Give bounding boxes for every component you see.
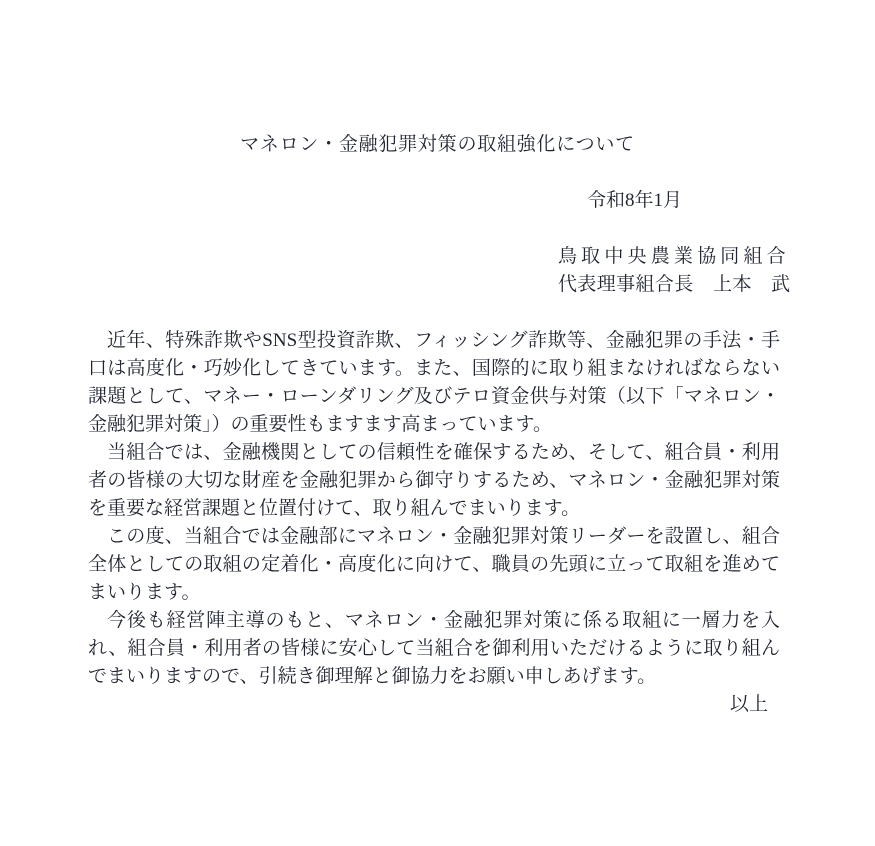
body-paragraph-2: 当組合では、金融機関としての信頼性を確保するため、そして、組合員・利用者の皆様の大切な財産を金融犯罪から御守りするため、マネロン・金融犯罪対策を重要な経営課題と位置付けて、取り組んでまいります。 bbox=[88, 442, 780, 519]
signature-block bbox=[558, 243, 875, 299]
body-paragraph-1: 近年、特殊詐欺やSNS型投資詐欺、フィッシング詐欺等、金融犯罪の手法・手口は高度化・巧妙化してきています。また、国際的に取り組まなければならない課題として、マネー・ローンダリング及びテロ資金供与対策（以下「マネロン・金融犯罪対策」）の重要性もますます高まっています。 bbox=[88, 330, 780, 435]
representative-name: 代表理事組合長 上本 武 bbox=[558, 274, 791, 295]
body-paragraph-4: 今後も経営陣主導のもと、マネロン・金融犯罪対策に係る取組に一層力を入れ、組合員・利用者の皆様に安心して当組合を御利用いただけるように取り組んでまいりますので、引続き御理解と御協力をお願い申しあげます。 bbox=[88, 610, 780, 687]
document-title: マネロン・金融犯罪対策の取組強化について bbox=[240, 134, 635, 155]
document-body bbox=[88, 327, 780, 691]
document-date: 令和8年1月 bbox=[587, 190, 683, 211]
closing-word: 以上 bbox=[729, 694, 768, 715]
body-paragraph-3: この度、当組合では金融部にマネロン・金融犯罪対策リーダーを設置し、組合全体としての取組の定着化・高度化に向けて、職員の先頭に立って取組を進めてまいります。 bbox=[88, 526, 780, 603]
organization-name: 鳥取中央農業協同組合 bbox=[558, 246, 790, 267]
